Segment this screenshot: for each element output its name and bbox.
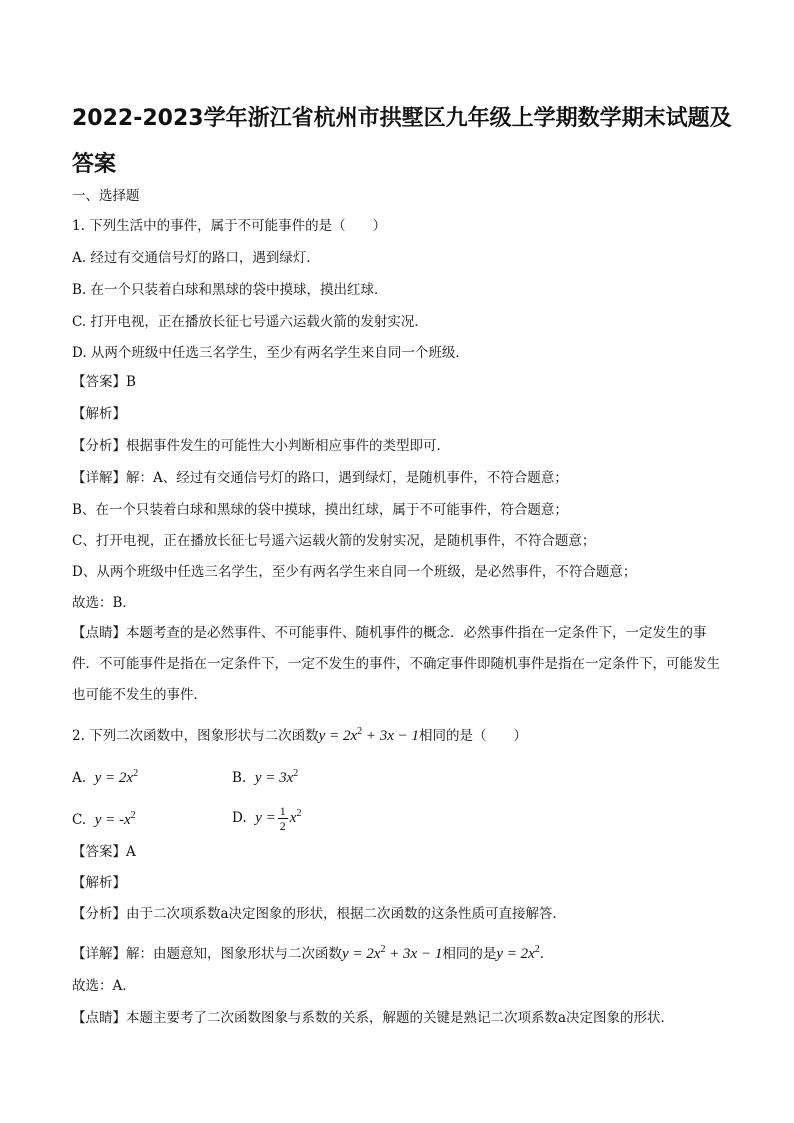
q1-xiangjie-line-1 [72,468,568,488]
xiangjie-tag: 【详解】 [72,946,126,962]
q2-option-a-formula: $y = 2x^2$ [94,768,139,786]
q2-conclusion: 故选：A． [72,978,136,994]
fenxi-text: 根据事件发生的可能性大小判断相应事件的类型即可． [126,438,450,454]
answer-tag: 【答案】 [72,844,126,860]
section-heading: 一、选择题 [72,188,140,204]
fenxi-tag: 【分析】 [72,906,126,922]
q1-xiangjie-line-2: B、在一个只装着白球和黑球的袋中摸球，摸出红球，属于不可能事件，符合题意； [72,502,568,518]
xiangjie-mid: 相同的是 [442,946,497,962]
answer-tag: 【答案】 [72,374,126,390]
q2-stem-before: 2. 下列二次函数中，图象形状与二次函数 [72,728,319,744]
q2-option-d-y: y = [255,810,276,826]
fenxi-tag: 【分析】 [72,438,126,454]
q2-option-c-label: C. [72,812,87,828]
answer-value: A [126,844,136,860]
q1-analysis-heading [72,404,126,424]
dianjing-tag: 【点睛】 [72,625,126,641]
q2-option-d-label: D. [232,810,247,826]
fenxi-text: 由于二次项系数a决定图象的形状，根据二次函数的这条性质可直接解答． [126,906,567,922]
q2-option-a-label: A. [72,770,87,786]
q1-answer [72,372,136,392]
dianjing-text: 本题主要考了二次函数图象与系数的关系，解题的关键是熟记二次项系数a决定图象的形状． [126,1010,675,1026]
q1-conclusion: 故选：B． [72,595,136,611]
answer-value: B [126,374,136,390]
q2-stem-after: 相同的是（ ） [419,728,528,744]
q2-stem [72,722,527,746]
q1-fenxi [72,436,450,456]
q2-dianjing [72,1008,674,1028]
q2-xiangjie [72,940,553,964]
q1-option-b: B. 在一个只装着白球和黑球的袋中摸球，摸出红球． [72,282,388,298]
xiangjie-text: 解：A、经过有交通信号灯的路口，遇到绿灯，是随机事件，不符合题意； [126,470,568,486]
q2-option-d-fraction [278,804,288,833]
q1-stem: 1. 下列生活中的事件，属于不可能事件的是（ ） [72,218,387,234]
dianjing-text: 本题考查的是必然事件、不可能事件、随机事件的概念．必然事件指在一定条件下，一定发生的事件．不可能事件是指在一定条件下，一定不发生的事件，不确定事件即随机事件是指在一定条件下，可能发生也可能不发生的事件． [72,625,720,703]
xiangjie-formula: $y = 2x^2 + 3x - 1$ [342,944,443,962]
q1-option-c: C. 打开电视，正在播放长征七号遥六运载火箭的发射实况． [72,314,428,330]
q1-xiangjie-line-4: D、从两个班级中任选三名学生，至少有两名学生来自同一个班级，是必然事件，不符合题意； [72,564,637,580]
q2-answer [72,842,136,862]
xiangjie-tag: 【详解】 [72,470,126,486]
q1-dianjing [72,618,724,711]
document-title: 2022-2023学年浙江省杭州市拱墅区九年级上学期数学期末试题及答案 [72,106,732,177]
q1-xiangjie-line-3: C、打开电视，正在播放长征七号遥六运载火箭的发射实况，是随机事件，不符合题意； [72,533,596,549]
q2-option-a [72,764,138,788]
fraction-denominator: 2 [279,819,286,833]
q2-stem-formula: $y = 2x^2 + 3x - 1$ [318,726,420,744]
q2-analysis-heading [72,873,126,893]
q2-option-b-formula: $y = 3x^2$ [254,768,299,786]
xiangjie-result: $y = 2x^2$ [496,944,540,962]
q1-option-d: D. 从两个班级中任选三名学生，至少有两名学生来自同一个班级． [72,345,469,361]
q2-option-d [232,798,301,834]
xiangjie-before: 解：由题意知，图象形状与二次函数 [126,946,342,962]
xiangjie-end: ． [539,946,554,962]
q1-option-a: A. 经过有交通信号灯的路口，遇到绿灯． [72,250,320,266]
analysis-tag: 【解析】 [72,875,126,891]
q2-option-d-tail: $x^2$ [289,808,302,826]
q2-option-c-formula: $y = -x^2$ [94,810,136,828]
fraction-numerator: 1 [279,804,286,818]
q2-option-c [72,806,136,830]
q2-option-b-label: B. [232,770,247,786]
dianjing-tag: 【点睛】 [72,1010,126,1026]
q2-fenxi [72,904,566,924]
analysis-tag: 【解析】 [72,406,126,422]
q2-option-b [232,764,298,788]
